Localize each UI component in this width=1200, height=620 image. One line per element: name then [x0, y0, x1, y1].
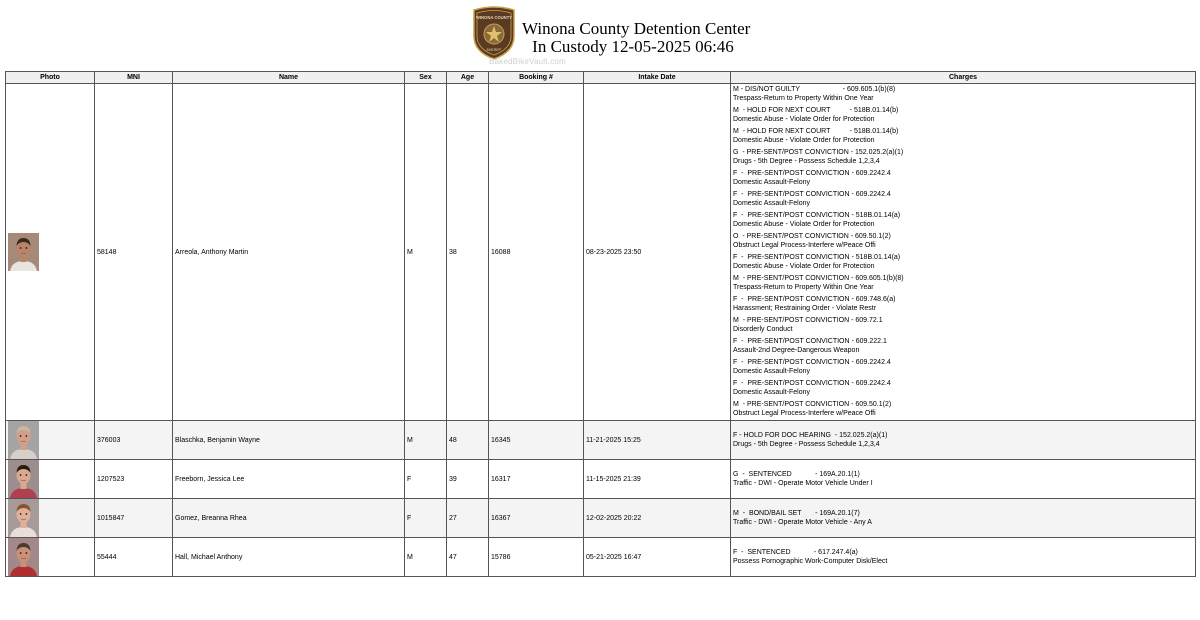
charge-status-statute: M - PRE-SENT/POST CONVICTION - 609.72.1: [733, 317, 883, 324]
intake-date-cell: 11-15-2025 21:39: [584, 460, 731, 499]
charge-status-statute: M - BOND/BAIL SET - 169A.20.1(7): [733, 509, 860, 517]
name-cell: Arreola, Anthony Martin: [173, 84, 405, 421]
charge-entry: [733, 430, 1193, 451]
photo-cell: [6, 499, 95, 538]
charge-description: Domestic Assault-Felony: [733, 389, 811, 396]
column-header-name[interactable]: Name: [173, 72, 405, 84]
page-header: [0, 0, 1200, 68]
charge-entry: [733, 399, 1193, 420]
charge-entry: [733, 126, 1193, 147]
column-header-photo[interactable]: Photo: [6, 72, 95, 84]
photo-cell: [6, 460, 95, 499]
table-row: [6, 499, 1196, 538]
custody-table: [5, 71, 1196, 577]
table-row: [6, 84, 1196, 421]
charge-entry: [733, 294, 1193, 315]
mni-cell: 1015847: [95, 499, 173, 538]
name-cell: Blaschka, Benjamin Wayne: [173, 421, 405, 460]
charge-description: Drugs - 5th Degree - Possess Schedule 1,2,3,4: [733, 440, 880, 448]
sex-cell: F: [405, 460, 447, 499]
sheriff-badge-logo: [470, 6, 518, 60]
table-header-row: [6, 72, 1196, 84]
name-cell: Gomez, Breanna Rhea: [173, 499, 405, 538]
charge-status-statute: M - HOLD FOR NEXT COURT - 518B.01.14(b): [733, 128, 899, 135]
name-cell: Hall, Michael Anthony: [173, 538, 405, 577]
charge-entry: [733, 210, 1193, 231]
charge-entry: [733, 231, 1193, 252]
charge-entry: [733, 357, 1193, 378]
column-header-mni[interactable]: MNI: [95, 72, 173, 84]
charge-description: Domestic Abuse - Violate Order for Protection: [733, 137, 875, 144]
charge-entry: [733, 547, 1193, 568]
charge-entry: [733, 105, 1193, 126]
charge-status-statute: F - PRE-SENT/POST CONVICTION - 609.2242.4: [733, 191, 891, 198]
charge-description: Drugs - 5th Degree - Possess Schedule 1,2,3,4: [733, 158, 880, 165]
charge-description: Assault-2nd Degree-Dangerous Weapon: [733, 347, 860, 354]
photo-cell: [6, 421, 95, 460]
booking-cell: 16345: [489, 421, 584, 460]
charge-description: Domestic Assault-Felony: [733, 368, 811, 375]
mugshot-photo[interactable]: [8, 460, 39, 498]
intake-date-cell: 05-21-2025 16:47: [584, 538, 731, 577]
charge-description: Disorderly Conduct: [733, 326, 793, 333]
charge-description: Traffic - DWI - Operate Motor Vehicle - Any A: [733, 518, 872, 526]
mni-cell: 55444: [95, 538, 173, 577]
booking-cell: 16088: [489, 84, 584, 421]
mni-cell: 58148: [95, 84, 173, 421]
svg-text:SHERIFF: SHERIFF: [486, 48, 502, 52]
charge-description: Harassment; Restraining Order - Violate Restr: [733, 305, 877, 312]
charge-entry: [733, 378, 1193, 399]
charge-status-statute: F - PRE-SENT/POST CONVICTION - 609.2242.4: [733, 170, 891, 177]
intake-date-cell: 12-02-2025 20:22: [584, 499, 731, 538]
charge-status-statute: F - PRE-SENT/POST CONVICTION - 609.222.1: [733, 338, 887, 345]
intake-date-cell: 08-23-2025 23:50: [584, 84, 731, 421]
table-row: [6, 538, 1196, 577]
mni-cell: 376003: [95, 421, 173, 460]
charge-description: Domestic Assault-Felony: [733, 200, 811, 207]
charge-description: Domestic Assault-Felony: [733, 179, 811, 186]
photo-cell: [6, 538, 95, 577]
charge-status-statute: O - PRE-SENT/POST CONVICTION - 609.50.1(2): [733, 233, 891, 240]
table-row: [6, 460, 1196, 499]
intake-date-cell: 11-21-2025 15:25: [584, 421, 731, 460]
mugshot-photo[interactable]: [8, 499, 39, 537]
mugshot-photo[interactable]: [8, 538, 39, 576]
charge-description: Trespass-Return to Property Within One Year: [733, 284, 874, 291]
charge-status-statute: F - PRE-SENT/POST CONVICTION - 518B.01.14(a): [733, 212, 901, 219]
charge-description: Possess Pornographic Work-Computer Disk/Elect: [733, 557, 888, 565]
charge-description: Obstruct Legal Process-Interfere w/Peace Offi: [733, 410, 876, 417]
age-cell: 47: [447, 538, 489, 577]
column-header-sex[interactable]: Sex: [405, 72, 447, 84]
charge-entry: [733, 168, 1193, 189]
column-header-intake-date[interactable]: Intake Date: [584, 72, 731, 84]
sex-cell: M: [405, 84, 447, 421]
charge-entry: [733, 315, 1193, 336]
charges-cell: [731, 84, 1196, 421]
table-row: [6, 421, 1196, 460]
sex-cell: M: [405, 421, 447, 460]
charges-cell: [731, 538, 1196, 577]
charges-cell: [731, 499, 1196, 538]
age-cell: 38: [447, 84, 489, 421]
column-header-charges[interactable]: Charges: [731, 72, 1196, 84]
charge-description: Traffic - DWI - Operate Motor Vehicle Under I: [733, 479, 873, 487]
charge-description: Obstruct Legal Process-Interfere w/Peace Offi: [733, 242, 876, 249]
charge-entry: [733, 252, 1193, 273]
charge-status-statute: F - PRE-SENT/POST CONVICTION - 609.2242.4: [733, 380, 891, 387]
charge-status-statute: M - PRE-SENT/POST CONVICTION - 609.50.1(2): [733, 401, 892, 408]
charge-entry: [733, 336, 1193, 357]
charge-status-statute: F - PRE-SENT/POST CONVICTION - 518B.01.14(a): [733, 254, 901, 261]
charge-status-statute: F - SENTENCED - 617.247.4(a): [733, 548, 858, 556]
page-title: Winona County Detention Center: [522, 19, 751, 38]
charge-status-statute: G - PRE-SENT/POST CONVICTION - 152.025.2(a)(1): [733, 149, 904, 156]
page-subtitle: In Custody 12-05-2025 06:46: [532, 37, 734, 56]
svg-text:WINONA COUNTY: WINONA COUNTY: [475, 15, 513, 20]
charge-status-statute: F - PRE-SENT/POST CONVICTION - 609.748.6(a): [733, 296, 896, 303]
charge-entry: [733, 273, 1193, 294]
name-cell: Freeborn, Jessica Lee: [173, 460, 405, 499]
sex-cell: F: [405, 499, 447, 538]
mni-cell: 1207523: [95, 460, 173, 499]
age-cell: 48: [447, 421, 489, 460]
charges-cell: [731, 460, 1196, 499]
age-cell: 39: [447, 460, 489, 499]
charges-cell: [731, 421, 1196, 460]
charge-description: Domestic Abuse - Violate Order for Protection: [733, 116, 875, 123]
watermark-text: BakedBikeVault.com: [489, 57, 566, 66]
charge-status-statute: G - SENTENCED - 169A.20.1(1): [733, 470, 860, 478]
charge-entry: [733, 147, 1193, 168]
charge-description: Domestic Abuse - Violate Order for Protection: [733, 263, 875, 270]
age-cell: 27: [447, 499, 489, 538]
charge-status-statute: M - PRE-SENT/POST CONVICTION - 609.605.1(b)(8): [733, 275, 904, 282]
charge-entry: [733, 84, 1193, 105]
booking-cell: 15786: [489, 538, 584, 577]
mugshot-photo[interactable]: [8, 233, 39, 271]
charge-description: Domestic Abuse - Violate Order for Protection: [733, 221, 875, 228]
charge-entry: [733, 189, 1193, 210]
photo-cell: [6, 84, 95, 421]
mugshot-photo[interactable]: [8, 421, 39, 459]
booking-cell: 16317: [489, 460, 584, 499]
charge-entry: [733, 508, 1193, 529]
sex-cell: M: [405, 538, 447, 577]
charge-status-statute: M - DIS/NOT GUILTY - 609.605.1(b)(8): [733, 86, 896, 93]
booking-cell: 16367: [489, 499, 584, 538]
charge-status-statute: F - HOLD FOR DOC HEARING - 152.025.2(a)(1): [733, 431, 888, 439]
page-titles: [522, 19, 751, 56]
column-header-booking[interactable]: Booking #: [489, 72, 584, 84]
charge-status-statute: F - PRE-SENT/POST CONVICTION - 609.2242.4: [733, 359, 891, 366]
column-header-age[interactable]: Age: [447, 72, 489, 84]
charge-entry: [733, 469, 1193, 490]
charge-status-statute: M - HOLD FOR NEXT COURT - 518B.01.14(b): [733, 107, 899, 114]
charge-description: Trespass-Return to Property Within One Year: [733, 95, 874, 102]
